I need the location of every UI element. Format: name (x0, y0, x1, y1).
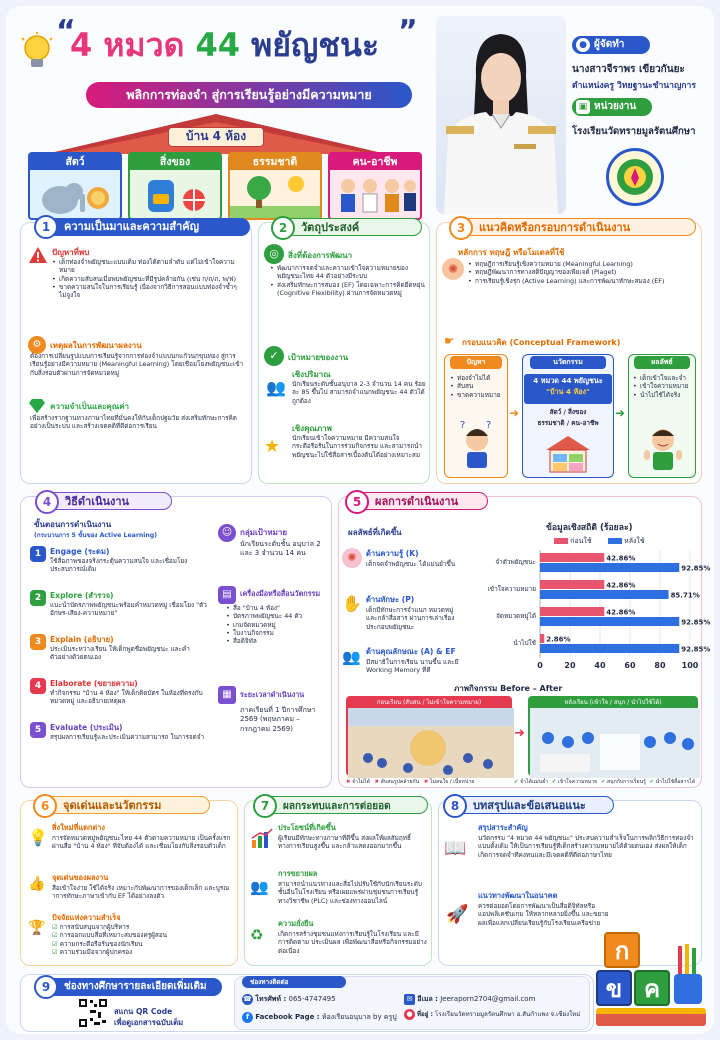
group-icon: 👥 (266, 378, 286, 397)
room-label: ธรรมชาติ (230, 154, 320, 170)
innovation-main-text: 4 หมวด 44 พยัญชนะ (533, 376, 603, 385)
tools-list (226, 604, 326, 646)
org-name: โรงเรียนวัดทรายมูลรัตนศึกษา (572, 126, 696, 137)
section-number: 4 (35, 490, 59, 514)
subtitle-banner: พลิกการท่องจำ สู่การเรียนรู้อย่างมีความหมาย (86, 82, 412, 108)
list-item: • สื่อ "บ้าน 4 ห้อง" (226, 604, 326, 612)
section-title: ความเป็นมาและความสำคัญ (64, 220, 199, 233)
tree-icon (230, 170, 320, 218)
main-title: 4 หมวด 44 พยัญชนะ (70, 26, 380, 64)
framework-result-list (633, 374, 695, 399)
target-title: กลุ่มเป้าหมาย (240, 528, 288, 537)
growth-chart-icon (250, 828, 274, 852)
qr-text-1: สแกน QR Code (114, 1007, 173, 1016)
svg-text:?: ? (460, 420, 466, 431)
section-number: 1 (34, 215, 58, 239)
step-number: 4 (30, 678, 46, 694)
people-icon (330, 170, 420, 218)
section-number: 6 (33, 794, 57, 818)
address-value: โรงเรียนวัดทรายมูลรัตนศึกษา อ.สันกำแพง จ.เชียงใหม่ (435, 1011, 581, 1018)
arrow-icon: ➜ (615, 406, 626, 420)
bad-tag: จำไม่ได้ (352, 779, 370, 785)
framework-innovation-main (524, 374, 612, 404)
cross-icon: ✖ (374, 779, 379, 785)
outcome-p-desc: เด็กมีทักษะการจำแนก หมวดหมู่ และกล้าสื่อสาร ผ่านการเล่าเรื่องประกอบพยัญชนะ (366, 606, 455, 631)
problem-list (52, 258, 246, 300)
section-title: จุดเด่นและนวัตกรรม (63, 799, 162, 812)
value-label: 2.86% (546, 635, 571, 644)
strength-title: จุดเด่นของผลงาน (52, 873, 109, 882)
section-number: 5 (345, 490, 369, 514)
author-position: ตำแหน่งครู วิทยฐานะชำนาญการ (572, 81, 696, 91)
room-label: สัตว์ (30, 154, 120, 170)
legend-after: หลังใช้ (624, 537, 645, 545)
key-title: ปัจจัยแห่งความสำเร็จ (52, 913, 121, 922)
section-number: 3 (449, 216, 473, 240)
stats-chart (468, 546, 711, 678)
room-objects (128, 152, 222, 220)
calendar-icon: ▦ (218, 686, 236, 704)
step-item (30, 722, 208, 766)
bulb-icon: 💡 (28, 828, 48, 847)
section-number: 9 (34, 975, 58, 999)
room-nature (228, 152, 322, 220)
author-name: นางสาวจีราพร เขียวกันยะ (572, 64, 685, 75)
list-item: • สื่อดิจิทัล (226, 637, 326, 645)
list-item: • ส่งเสริมทักษะการสมอง (EF) โดยเฉพาะการคิดยืดหยุ่น (Cognitive Flexibility) ผ่านการจัดหมวดหมู่ (270, 281, 426, 298)
problem-title: ปัญหาที่พบ (52, 248, 90, 257)
expand-title: การขยายผล (278, 869, 318, 878)
step-heading: Engage (ระดม) (50, 547, 110, 556)
before-label: ก่อนเรียน (สับสน / ไม่เข้าใจความหมาย) (348, 698, 510, 708)
arrow-icon: ➜ (514, 726, 525, 741)
facebook-icon: f (242, 1012, 253, 1023)
bar-before (540, 607, 604, 616)
section-8-header (444, 796, 614, 814)
section-title: วิธีดำเนินงาน (65, 495, 130, 508)
list-item: • ขาดความหมาย (450, 391, 508, 399)
check-icon: ✔ (514, 779, 519, 785)
step-number: 1 (30, 546, 46, 562)
section-7-header (254, 796, 428, 814)
quality-title: เชิงคุณภาพ (292, 424, 332, 433)
section-title: ช่องทางศึกษารายละเอียดเพิ่มเติม (64, 981, 207, 992)
list-item: • เข้าใจความหมาย (633, 382, 695, 390)
new-title: สิ่งใหม่ที่แตกต่าง (52, 823, 105, 832)
benefit-text: ผู้เรียนมีทักษะทางภาษาที่ดีขึ้น ส่งผลให้ผลสัมฤทธิ์ทางการเรียนสูงขึ้น และกล้าแสดงออกมากขึ้น (278, 834, 411, 851)
bar-before (540, 580, 604, 589)
reason-icon: ⚙ (28, 336, 46, 354)
x-tick-label: 20 (564, 661, 576, 670)
framework-innovation-label: นวัตกรรม (530, 356, 606, 369)
outcome-p-heading: ด้านทักษะ (P) (366, 595, 415, 604)
steps-subtitle: (กระบวนการ 5 ขั้นของ Active Learning) (34, 532, 158, 539)
step-item (30, 546, 208, 590)
org-label: หน่วยงาน (594, 101, 637, 112)
value-label: 42.86% (606, 581, 636, 590)
bad-tags (346, 778, 512, 786)
list-item: • พัฒนาการจดจำและความเข้าใจความหมายของพยัญชนะไทย 44 ตัวอย่างมีระบบ (270, 264, 426, 281)
section-2-header (272, 218, 422, 236)
brain-icon: ✺ (442, 258, 464, 280)
chart-title: ข้อมูลเชิงสถิติ (ร้อยละ) (546, 523, 633, 533)
develop-title: สิ่งที่ต้องการพัฒนา (288, 251, 353, 260)
x-tick-label: 100 (681, 661, 699, 670)
check-icon: ✔ (649, 779, 654, 785)
step-number: 3 (30, 634, 46, 650)
list-item: • ใบงานกิจกรรม (226, 629, 326, 637)
confused-kid-icon (458, 418, 496, 476)
strength-text: สื่อเข้าใจง่าย ใช้ได้จริง เหมาะกับพัฒนาการของเด็กเล็ก และบูรณาการทักษะภาษาเข้ากับ EF ได้อย่างลงตัว (52, 884, 230, 901)
good-tag: เข้าใจความหมาย (557, 779, 598, 785)
develop-list (270, 264, 426, 297)
framework-problem-label: ปัญหา (450, 356, 502, 369)
list-item: ☑ การสนับสนุนจากผู้บริหาร (52, 923, 130, 931)
sustain-icon: ♻ (250, 926, 264, 944)
conclusion-text: นวัตกรรม "4 หมวด 44 พยัญชนะ" ประสบความสำเร็จในการพลิกวิธีการท่องจำแบบดั้งเดิม ให้เป็นการเรียนรู้ที่เด็กสร้างความหมายได้ด้วยตนเอง ส่งผลให้เด็กเกิดการจดจำที่คงทนและมีเจตคติที่ดีต่อภาษาไทย (478, 834, 694, 859)
block-kho: ข (596, 970, 632, 1006)
innovation-line2: ธรรมชาติ / คน-อาชีพ (537, 419, 599, 427)
before-photo (346, 696, 512, 776)
section-9-header (36, 978, 222, 996)
letter-blocks (596, 926, 712, 1030)
books-stack-icon (596, 1008, 706, 1026)
legend-swatch-after (608, 538, 622, 544)
bar-before (540, 634, 544, 643)
block-ko: ก (604, 932, 640, 968)
facebook-row (242, 1012, 397, 1023)
step-item (30, 678, 208, 722)
phone-label: โทรศัพท์ : (255, 995, 287, 1003)
happy-kid-icon (642, 420, 684, 478)
reason-text: ต้องการเปลี่ยนรูปแบบการเรียนรู้จากการท่องจำแบบนกแก้วนกขุนทอง สู่การเรียนรู้อย่างมีความหมาย (Meaningful Learning) โดยเชื่อมโยงพยัญชนะเข้ากับสิ่งรอบตัวผ่านการจัดหมวดหมู่ (30, 352, 244, 377)
bar-before (540, 553, 604, 562)
block-kho2: ค (634, 970, 670, 1006)
room-animals (28, 152, 122, 220)
thumbs-up-icon: 👍 (28, 876, 46, 892)
address-label: ที่อยู่ : (416, 1011, 434, 1018)
email-value[interactable]: Jeeraporn2704@gmail.com (440, 995, 536, 1003)
category-label: จำตัวพยัญชนะ (495, 558, 536, 566)
check-icon: ✔ (600, 779, 606, 785)
importance-text: เพื่อสร้างรากฐานทางภาษาไทยที่มั่นคงให้กับเด็กปฐมวัย ส่งเสริมทักษะการคิดอย่างเป็นระบบ และสร้างเจตคติที่ดีต่อการเรียน (30, 414, 237, 431)
pointer-icon: ☛ (444, 334, 455, 348)
quantity-title: เชิงปริมาณ (292, 370, 331, 379)
list-item: • เด็กท่องจำพยัญชนะแบบเดิม ท่องได้ตามลำดับ แต่ไม่เข้าใจความหมาย (52, 258, 246, 275)
time-title: ระยะเวลาดำเนินงาน (240, 690, 305, 699)
email-icon: ✉ (404, 994, 415, 1005)
room-people (328, 152, 422, 220)
list-item: • เกิดความสับสนเมื่อพบพยัญชนะที่มีรูปคล้ายกัน (เช่น ก/ถ/ภ, พ/ฟ) (52, 275, 246, 283)
facebook-label: Facebook Page : (255, 1013, 320, 1021)
list-item: • นำไปใช้ได้จริง (633, 391, 695, 399)
innovation-sub-text: "บ้าน 4 ห้อง" (546, 386, 590, 396)
trophy-icon: 🏆 (28, 920, 46, 936)
room-label: สิ่งของ (130, 154, 220, 170)
house-label: บ้าน 4 ห้อง (168, 127, 264, 147)
list-item: • ขาดความสนใจในการเรียนรู้ เนื่องจากวิธีการสอนแบบท่องจำซ้ำๆ ไม่จูงใจ (52, 283, 246, 300)
location-icon: ● (404, 1009, 415, 1020)
section-title: วัตถุประสงค์ (301, 221, 360, 234)
quantity-text: นักเรียนระดับชั้นอนุบาล 2-3 จำนวน 14 คน ร้อยละ 85 ขึ้นไป สามารถจำแนกพยัญชนะ 44 ตัวได้ถูกต้อง (292, 380, 426, 405)
mini-house-icon (544, 434, 592, 478)
section-1-header (36, 218, 250, 236)
facebook-value[interactable]: ห้องเรียนอนุบาล by ครูปู (321, 1013, 397, 1021)
value-label: 42.86% (606, 554, 636, 563)
bad-tag: ไม่สนใจ / เบื่อหน่าย (429, 779, 475, 785)
step-heading: Explain (อธิบาย) (50, 635, 114, 644)
category-label: จัดหมวดหมู่ได้ (496, 612, 536, 620)
classroom-after-image (530, 708, 700, 778)
outcome-a-desc: มีสมาธิในการเรียน นานขึ้น และมี Working Memory ที่ดี (366, 658, 459, 675)
author-portrait (436, 16, 566, 214)
bar-after (540, 644, 679, 653)
bar-after (540, 590, 669, 599)
value-label: 92.85% (681, 618, 711, 627)
poster (6, 6, 714, 1034)
before-after-title: ภาพกิจกรรม Before – After (454, 684, 563, 693)
author-role-badge (572, 36, 650, 54)
after-photo (528, 696, 698, 776)
book-icon: 📖 (444, 838, 467, 859)
hand-icon: ✋ (342, 594, 362, 613)
step-desc: ใช้สื่อภาพของจริงกระตุ้นความสนใจ และเชื่อมโยงประสบการณ์เดิม (50, 557, 188, 574)
steps-list (30, 546, 208, 766)
after-label: หลังเรียน (เข้าใจ / สนุก / นำไปใช้ได้) (530, 698, 696, 708)
innovation-line1: สัตว์ / สิ่งของ (549, 408, 587, 416)
sustain-text: เกิดการสร้างชุมชนแห่งการเรียนรู้ในโรงเรียน และมีการติดตาม ประเมินผล เพื่อพัฒนาสื่อหรือกิจกรรมอย่างต่อเนื่อง (278, 930, 427, 955)
category-label: เข้าใจความหมาย (487, 585, 536, 593)
step-desc: ประเมินระหว่างเรียน ให้เด็กพูดชื่อพยัญชนะ และคำตัวอย่างด้วยตนเอง (50, 645, 190, 662)
bar-after (540, 563, 679, 572)
outcome-k-desc: เด็กจดจำพยัญชนะ ได้แม่นยำขึ้น (366, 560, 456, 568)
section-5-header (346, 492, 488, 510)
list-item: • บัตรภาพพยัญชนะ 44 ตัว (226, 612, 326, 620)
room-label: คน-อาชีพ (330, 154, 420, 170)
qr-text-2: เพื่อดูเอกสารฉบับเต็ม (114, 1018, 184, 1027)
quality-text: นักเรียนเข้าใจความหมาย มีความสนใจกระตือรือร้นในการร่วมกิจกรรม และสามารถนำพยัญชนะไปใช้สื่อสารเบื้องต้นได้อย่างเหมาะสม (292, 434, 423, 459)
elephant-icon (30, 170, 120, 218)
arrow-icon: ➜ (509, 406, 520, 420)
tools-title: เครื่องมือหรือสื่อนวัตกรรม (240, 589, 321, 598)
people-heart-icon: 👥 (342, 648, 361, 666)
legend-before: ก่อนใช้ (570, 537, 592, 545)
x-tick-label: 40 (594, 661, 606, 670)
phone-value[interactable]: 065-4747495 (288, 995, 336, 1003)
svg-text:?: ? (486, 420, 492, 431)
bad-tag: สับสนรูปคล้ายกัน (380, 779, 420, 785)
good-tags (514, 778, 700, 786)
step-item (30, 590, 208, 634)
sustain-title: ความยั่งยืน (278, 919, 314, 928)
x-tick-label: 80 (654, 661, 666, 670)
section-title: ผลการดำเนินงาน (375, 495, 459, 508)
email-label: อีเมล : (417, 995, 438, 1003)
list-item: • เด็กเข้าใจและจำ (633, 374, 695, 382)
importance-title: ความจำเป็นและคุณค่า (50, 402, 130, 411)
school-icon: ▣ (576, 100, 590, 114)
section-number: 7 (253, 794, 277, 818)
outcome-a-heading: ด้านคุณลักษณะ (A) & EF (366, 647, 456, 656)
step-desc: สรุปผลการเรียนรู้และประเมินความสามารถ ในการจดจำ (50, 733, 205, 741)
benefit-title: ประโยชน์ที่เกิดขึ้น (278, 823, 336, 832)
framework-title: กรอบแนวคิด (Conceptual Framework) (462, 338, 621, 347)
value-label: 42.86% (606, 608, 636, 617)
email-row (404, 994, 535, 1005)
list-item: • ทฤษฎีพัฒนาการทางสติปัญญาของเพียเจต์ (Piaget) (468, 268, 698, 276)
outcome-k-heading: ด้านความรู้ (K) (366, 549, 419, 558)
section-number: 8 (443, 794, 467, 818)
list-item: • ท่องจำไม่ได้ (450, 374, 508, 382)
check-box-icon: ☑ (52, 931, 58, 940)
target-group-icon: ☺ (218, 524, 236, 542)
list-item: ☑ ความกระตือรือร้นของนักเรียน (52, 939, 143, 948)
address-row (404, 1009, 588, 1020)
bar-after (540, 617, 679, 626)
framework-result-label: ผลลัพธ์ (634, 356, 690, 369)
section-number: 2 (271, 216, 295, 240)
step-item (30, 634, 208, 678)
list-item: ☑ การออกแบบสื่อที่เหมาะสมของครูผู้สอน (52, 931, 168, 940)
step-desc: แนะนำบัตรภาพพยัญชนะพร้อมคำหมวดหมู่ เชื่อมโยง "ตัวอักษร-เสียง-ความหมาย" (50, 601, 207, 618)
target-text: นักเรียนระดับชั้น อนุบาล 2 และ 3 จำนวน 14 คน (240, 540, 321, 558)
list-item: • สับสน (450, 382, 508, 390)
star-icon: ★ (264, 436, 281, 457)
x-tick-label: 60 (624, 661, 636, 670)
step-number: 2 (30, 590, 46, 606)
step-heading: Elaborate (ขยายความ) (50, 679, 138, 688)
cross-icon: ✖ (346, 779, 351, 785)
list-item: • เกมจัดหมวดหมู่ (226, 621, 326, 629)
outcome-title: ผลลัพธ์ที่เกิดขึ้น (348, 528, 402, 537)
target-icon: ◎ (264, 244, 284, 264)
network-icon: 👥 (250, 878, 269, 896)
time-text: ภาคเรียนที่ 1 ปีการศึกษา 2569 (พฤษภาคม – กรกฎาคม 2569) (240, 706, 316, 733)
key-list (52, 923, 232, 956)
bulb-icon (20, 32, 54, 74)
framework-problem-list (450, 374, 508, 399)
brain-icon: ✺ (342, 548, 362, 568)
legend-swatch-before (554, 538, 568, 544)
expand-text: สามารถนำแนวทางและสื่อไปปรับใช้กับนักเรียนระดับชั้นอื่นในโรงเรียน หรือเผยแพร่ผ่านชุมชนการเรียนรู้ทางวิชาชีพ (PLC) และช่องทางออนไลน์ (278, 880, 422, 905)
steps-title: ขั้นตอนการดำเนินงาน (34, 520, 112, 529)
check-box-icon: ☑ (52, 947, 58, 956)
goal-icon: ✓ (264, 346, 284, 366)
backpack-icon (130, 170, 220, 218)
pencil-cup-icon (674, 944, 702, 1004)
x-tick-label: 0 (537, 661, 543, 670)
conclusion-title: สรุปสาระสำคัญ (478, 823, 528, 832)
contact-title: ช่องทางติดต่อ (242, 976, 346, 988)
tools-icon: ▤ (218, 586, 236, 604)
list-item: • การเรียนรู้เชิงรุก (Active Learning) และการพัฒนาทักษะสมอง (EF) (468, 277, 698, 285)
section-4-header (36, 492, 172, 510)
goal-title: เป้าหมายของงาน (288, 353, 349, 362)
value-label: 92.85% (681, 564, 711, 573)
check-box-icon: ☑ (52, 939, 58, 948)
step-heading: Explore (สำรวจ) (50, 591, 114, 600)
check-box-icon: ☑ (52, 923, 58, 931)
author-role-label: ผู้จัดทำ (594, 39, 625, 50)
check-icon: ✔ (551, 779, 557, 785)
step-desc: ทำกิจกรรม "บ้าน 4 ห้อง" ให้เด็กติดบัตร ในห้องที่ตรงกับหมวดหมู่ และอธิบายเหตุผล (50, 689, 203, 706)
step-number: 5 (30, 722, 46, 738)
future-text: ควรต่อยอดโดยการพัฒนาเป็นสื่อดิจิทัลหรือแอปพลิเคชันเกม ให้หลากหลายยิ่งขึ้น และขยายผลเพื่อแลกเปลี่ยนเรียนรู้กับโรงเรียนเครือข่าย (478, 902, 609, 927)
qr-code[interactable] (78, 998, 108, 1028)
warning-icon (28, 246, 48, 268)
phone-row (242, 994, 336, 1005)
list-item: • ทฤษฎีการเรียนรู้เชิงความหมาย (Meaningful Learning) (468, 260, 698, 268)
section-title: แนวคิดหรือกรอบการดำเนินงาน (479, 221, 631, 234)
title-quote-close: ” (398, 14, 418, 49)
new-text: การจัดหมวดหมู่พยัญชนะไทย 44 ตัวตามความหมาย เป็นครั้งแรก ผ่านสื่อ "บ้าน 4 ห้อง" ที่จับต้องได้ และเชื่อมโยงกับสิ่งรอบตัวเด็ก (52, 834, 231, 851)
theory-title: หลักการ ทฤษฎี หรือโมเดลที่ใช้ (458, 248, 565, 257)
value-label: 92.85% (681, 645, 711, 654)
category-label: นำไปใช้ (513, 639, 536, 647)
cross-icon: ✖ (423, 779, 429, 785)
future-title: แนวทางพัฒนาในอนาคต (478, 891, 558, 900)
rocket-icon: 🚀 (446, 904, 469, 925)
reason-title: เหตุผลในการพัฒนาผลงาน (50, 341, 142, 350)
section-3-header (450, 218, 696, 236)
school-seal (606, 148, 664, 206)
classroom-before-image (348, 708, 514, 778)
good-tag: นำไปใช้สื่อสารได้ (655, 779, 696, 785)
list-item: ☑ ความร่วมมือจากผู้ปกครอง (52, 947, 133, 956)
good-tag: จำได้แม่นยำ (520, 779, 549, 785)
phone-icon: ☎ (243, 995, 252, 1003)
section-title: บทสรุปและข้อเสนอแนะ (473, 799, 586, 812)
value-label: 85.71% (670, 591, 700, 600)
section-title: ผลกระทบและการต่อยอด (283, 801, 391, 812)
step-heading: Evaluate (ประเมิน) (50, 723, 123, 732)
theory-list (468, 260, 698, 285)
org-badge (572, 98, 652, 116)
title-quote-open: “ (56, 14, 76, 49)
good-tag: สนุกกับการเรียนรู้ (606, 779, 646, 785)
section-6-header (34, 796, 210, 814)
person-icon: ● (576, 38, 590, 52)
